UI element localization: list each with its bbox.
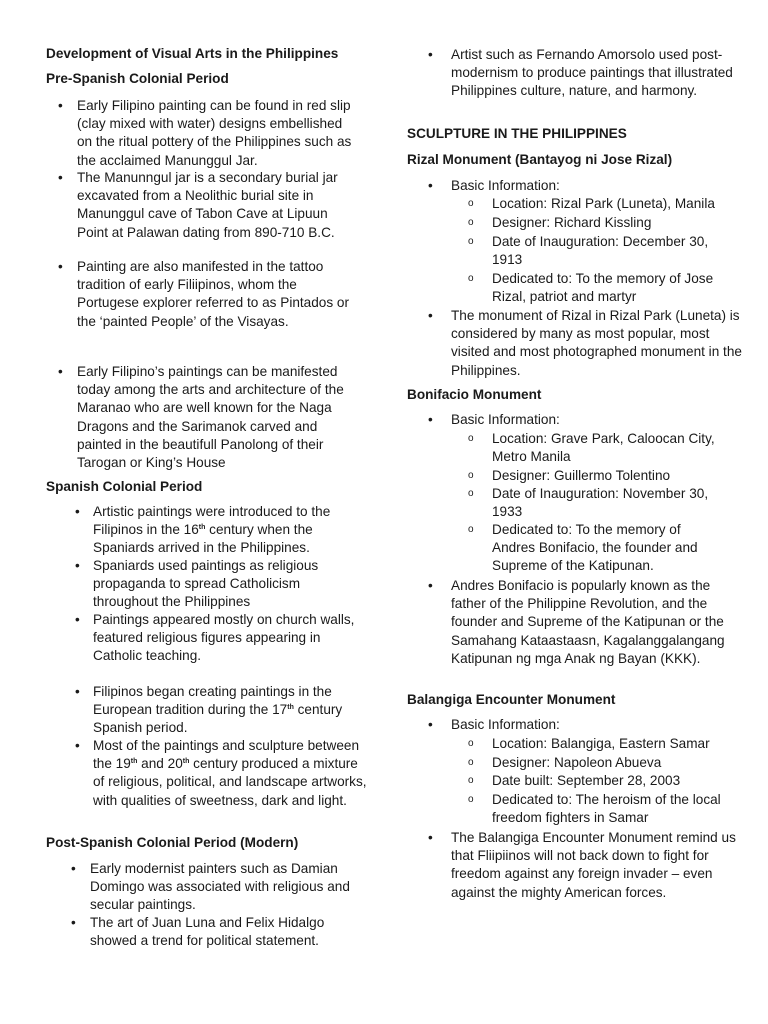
bullet-icon: • (75, 504, 80, 519)
bullet-icon: • (75, 738, 80, 753)
list-item: • The monument of Rizal in Rizal Park (Luneta) is considered by many as most popular, most visited and most photographed monument in the Philippines. (428, 308, 742, 378)
bullet-icon: • (428, 717, 433, 732)
circle-bullet-icon: o (468, 757, 474, 768)
bullet-icon: • (71, 861, 76, 876)
bullet-icon: • (428, 578, 433, 593)
heading-pre-spanish: Pre-Spanish Colonial Period (46, 71, 229, 86)
bullet-icon: • (58, 98, 63, 113)
bullet-icon: • (428, 178, 433, 193)
bullet-icon: • (75, 684, 80, 699)
list-item: • Early Filipino painting can be found in red slip (clay mixed with water) designs embellished on the ritual pottery of the Philippines such as the acclaimed Manunggul Jar. (58, 98, 352, 168)
heading-rizal-monument: Rizal Monument (Bantayog ni Jose Rizal) (407, 152, 673, 167)
circle-bullet-icon: o (468, 236, 474, 247)
list-item: • The Balangiga Encounter Monument remind us that Fliipiinos will not back down to fight for freedom against any foreign invader – even against the mighty American forces. (428, 830, 736, 900)
list-item: • Basic Information: (428, 716, 748, 734)
sub-list-item: o Designer: Richard Kissling (468, 214, 726, 232)
circle-bullet-icon: o (468, 273, 474, 284)
bullet-icon: • (58, 170, 63, 185)
bullet-icon: • (75, 612, 80, 627)
list-item: • Filipinos began creating paintings in the European tradition during the 17th century Spanish period. (75, 684, 343, 736)
list-item: • Basic Information: (428, 177, 748, 195)
list-item: • Painting are also manifested in the tattoo tradition of early Filiipinos, whom the Portugese explorer referred to as Pintados or the ‘painted People’ of the Visayas. (58, 259, 350, 329)
heading-bonifacio-monument: Bonifacio Monument (407, 387, 542, 402)
sub-list-item: o Designer: Napoleon Abueva (468, 754, 726, 772)
heading-spanish: Spanish Colonial Period (46, 479, 203, 494)
bullet-icon: • (428, 412, 433, 427)
bullet-icon: • (428, 830, 433, 845)
heading-post-spanish: Post-Spanish Colonial Period (Modern) (46, 835, 299, 850)
sub-list-item: o Dedicated to: The heroism of the local freedom fighters in Samar (468, 792, 721, 826)
sub-list-item: o Location: Rizal Park (Luneta), Manila (468, 195, 726, 213)
circle-bullet-icon: o (468, 433, 474, 444)
circle-bullet-icon: o (468, 217, 474, 228)
document-title: Development of Visual Arts in the Philippines (46, 46, 339, 61)
sub-list-item: o Dedicated to: To the memory of Andres Bonifacio, the founder and Supreme of the Katipunan. (468, 522, 698, 574)
sub-list-item: o Date built: September 28, 2003 (468, 772, 726, 790)
circle-bullet-icon: o (468, 775, 474, 786)
list-item: • The art of Juan Luna and Felix Hidalgo showed a trend for political statement. (71, 915, 325, 949)
bullet-icon: • (75, 558, 80, 573)
list-item: • Andres Bonifacio is popularly known as the father of the Philippine Revolution, and the founder and Supreme of the Katipunan or the Samahang Kataastaasn, Kagalanggalangang Katipunan ng mga Anak ng Bayan (KKK). (428, 578, 725, 666)
heading-sculpture: SCULPTURE IN THE PHILIPPINES (407, 126, 627, 141)
list-item: • Spaniards used paintings as religious propaganda to spread Catholicism throughout the Philippines (75, 558, 319, 610)
list-item: • Most of the paintings and sculpture between the 19th and 20th century produced a mixture of religious, political, and landscape artworks, with qualities of sweetness, dark and light. (75, 738, 367, 808)
sub-list-item: o Location: Balangiga, Eastern Samar (468, 735, 726, 753)
bullet-icon: • (428, 308, 433, 323)
circle-bullet-icon: o (468, 794, 474, 805)
list-item: • Artistic paintings were introduced to the Filipinos in the 16th century when the Spaniards arrived in the Philippines. (75, 504, 331, 556)
circle-bullet-icon: o (468, 524, 474, 535)
list-item: • Basic Information: (428, 411, 748, 429)
sub-list-item: o Location: Grave Park, Caloocan City, Metro Manila (468, 431, 715, 465)
sub-list-item: o Date of Inauguration: November 30, 1933 (468, 486, 709, 520)
list-item: • The Manunngul jar is a secondary burial jar excavated from a Neolithic burial site in Manunggul cave of Tabon Cave at Lipuun Point at Palawan dating from 890-710 B.C. (58, 170, 338, 240)
circle-bullet-icon: o (468, 470, 474, 481)
sub-list-item: o Date of Inauguration: December 30, 1913 (468, 234, 709, 268)
circle-bullet-icon: o (468, 198, 474, 209)
list-item: • Early modernist painters such as Damian Domingo was associated with religious and secular paintings. (71, 861, 350, 913)
heading-balangiga-monument: Balangiga Encounter Monument (407, 692, 616, 707)
bullet-icon: • (58, 364, 63, 379)
bullet-icon: • (71, 915, 76, 930)
bullet-icon: • (58, 259, 63, 274)
circle-bullet-icon: o (468, 738, 474, 749)
bullet-icon: • (428, 47, 433, 62)
sub-list-item: o Dedicated to: To the memory of Jose Rizal, patriot and martyr (468, 271, 714, 305)
list-item: • Artist such as Fernando Amorsolo used post-modernism to produce paintings that illustrated Philippines culture, nature, and harmony. (428, 47, 733, 99)
list-item: • Paintings appeared mostly on church walls, featured religious figures appearing in Catholic teaching. (75, 612, 355, 664)
list-item: • Early Filipino’s paintings can be manifested today among the arts and architecture of the Maranao who are well known for the Naga Dragons and the Sarimanok carved and painted in the beautifull Panolong of their Tarogan or King’s House (58, 364, 344, 471)
sub-list-item: o Designer: Guillermo Tolentino (468, 467, 726, 485)
circle-bullet-icon: o (468, 488, 474, 499)
